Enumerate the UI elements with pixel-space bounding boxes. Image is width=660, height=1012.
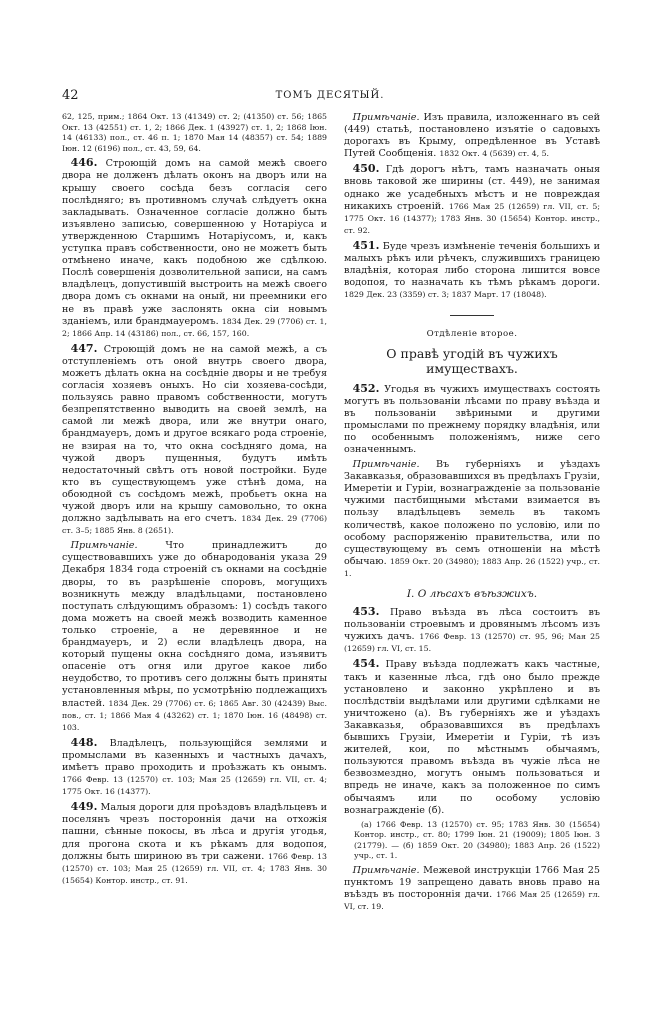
article-text: Малыя дороги для проѣздовъ владѣльцевъ и поселянъ чрезъ постороннія дачи на отхожія пашни, сѣнные покосы, въ лѣса и другія угодья, для прогона скота и къ рѣкамъ для водопоя, должны быть шириною въ три сажени.: [62, 802, 327, 862]
note-452: [344, 459, 600, 580]
right-column: [344, 112, 600, 916]
article-text: Владѣлецъ, пользующійся землями и промыслами въ казенныхъ и частныхъ дачахъ, имѣетъ право проходить и проѣзжать къ онымъ.: [62, 737, 327, 773]
note-text: Въ губерніяхъ и уѣздахъ Закавказья, образовавшихся въ предѣлахъ Грузіи, Имеретіи и Гуріи, вознагражденіе за пользованіе чужими пастбищными мѣстами взимается въ пользу владѣльцевъ земель въ такомъ количествѣ, какое положено по условію, или по особому распоряженію правительства, или по существующему въ семъ отношеніи на мѣстѣ обычаю.: [344, 459, 601, 567]
article-number: 452.: [352, 381, 380, 395]
note-447: [62, 540, 327, 734]
article-number: 454.: [352, 657, 380, 671]
note-454: [344, 865, 600, 913]
note-text: Изъ правила, изложеннаго въ сей (449) статьѣ, постановлено изъятіе о садовыхъ дорогахъ въ Крыму, опредѣленное въ Уставѣ Путей Сообщенія.: [344, 112, 600, 160]
article-references: 1834 Дек. 29 (7706) ст. 1, 2; 1866 Апр. 14 (43186) пол., ст. 66, 157, 160.: [62, 316, 327, 338]
article-number: 451.: [352, 238, 380, 252]
note-references: 1832 Окт. 4 (5639) ст. 4, 5.: [439, 149, 550, 159]
page-number: 42: [62, 88, 79, 103]
article-number: 450.: [352, 162, 380, 176]
note-label: Примѣчаніе.: [352, 459, 420, 471]
article-number: 453.: [352, 605, 380, 619]
article-447: [62, 343, 327, 538]
article-text: Угодья въ чужихъ имуществахъ состоять могутъ въ пользованіи лѣсами по праву въѣзда и въ пользованіи звѣриными и другими промыслами по прежнему порядку владѣнія, или по особеннымъ положеніямъ, ниже сего означеннымъ.: [344, 383, 600, 455]
article-text: Праву въѣзда подлежатъ какъ частные, такъ и казенные лѣса, гдѣ оно было прежде установлено и законно укрѣплено и въ послѣдствіи выдѣлами или другими сдѣлками не уничтожено (а). Въ губерніяхъ же и уѣздахъ Закавказья, образовавшихся въ предѣлахъ бывшихъ Грузіи, Имеретіи и Гуріи, тѣ изъ жителей, кои, по мѣстнымъ обычаямъ, пользуются правомъ въѣзда въ чужіе лѣса не безвозмездно, могутъ онымъ пользоваться и впредь не иначе, какъ за положенное по симъ обычаямъ или по особому условію вознагражденіе (б).: [344, 659, 600, 816]
article-text: Строющій домъ не на самой межѣ, а съ отступленіемъ отъ оной внутрь своего двора, можетъ дѣлать окна на сосѣдніе дворы и не требуя согласія хозяевъ оныхъ. Но сіи хозяева-сосѣди, пользуясь равно правомъ собственности, могутъ безпрепятственно выводить на своей землѣ, на самой ли межѣ двора, или же внутри онаго, брандмауеръ, домъ и другое всякаго рода строеніе, не взирая на то, что окна сосѣдняго дома, на чужой дворъ пущенныя, будутъ имѣть недостаточный свѣтъ отъ новой постройки. Буде кто въ существующемъ уже стѣнѣ дома, на обоюдной съ сосѣдомъ межѣ, пробьетъ окна на чужой дворъ или на крышу самовольно, то окна должно задѣлывать на его счетъ.: [62, 343, 327, 525]
article-number: 449.: [70, 800, 98, 814]
note-text: Межевой инструкціи 1766 Мая 25 пунктомъ 19 запрещено давать вновь право на въѣздъ въ постороннія дачи.: [344, 865, 600, 901]
running-title: ТОМЪ ДЕСЯТЫЙ.: [275, 90, 385, 101]
note-text: Что принадлежитъ до существовавшихъ уже до обнародованія указа 29 Декабря 1834 года строеній съ окнами на сосѣдніе дворы, то въ разрѣшеніе споровъ, могущихъ возникнуть между владѣльцами, постановлено поступать слѣдующимъ образомъ: 1) сосѣдъ такого дома можетъ на своей межѣ возводить каменное только строеніе, а не деревянное и не брандмауеръ, и 2) если владѣлецъ двора, на который пущены окна сосѣдняго дома, изъявитъ опасеніе отъ огня или другое какое либо неудобство, то противъ сего должны быть приняты установленныя мѣры, по усмотрѣнію подлежащихъ властей.: [62, 540, 327, 709]
subsection-title: I. О лѣсахъ въѣзжихъ.: [406, 588, 538, 600]
note-references: 1834 Дек. 29 (7706) ст. 6; 1865 Авг. 30 (42439) Выс. пов., ст. 1; 1866 Мая 4 (43262) ст. 1; 1870 Іюн. 16 (48498) ст. 103.: [62, 698, 327, 732]
footnote-references: (а) 1766 Февр. 13 (12570) ст. 95; 1783 Янв. 30 (15654) Контор. инстр., ст. 80; 1799 Іюн. 21 (19009); 1805 Іюн. 3 (21779). — (б) 1859 Окт. 20 (34980); 1883 Апр. 26 (1522) учр., ст. 1.: [354, 819, 600, 861]
note-label: Примѣчаніе.: [70, 540, 138, 552]
article-references: 1829 Дек. 23 (3359) ст. 3; 1837 Март. 17 (18048).: [344, 290, 547, 300]
article-references: 1766 Февр. 13 (12570) ст. 103; Мая 25 (12659) гл. VII, ст. 4; 1775 Окт. 16 (14377).: [62, 775, 327, 797]
article-number: 446.: [70, 156, 98, 170]
article-453: [344, 606, 600, 655]
article-452: [344, 383, 600, 457]
article-448: [62, 737, 327, 798]
note-label: Примѣчаніе.: [352, 112, 420, 123]
section-divider: [450, 315, 494, 316]
left-column: [62, 112, 327, 890]
article-446: [62, 157, 327, 339]
note-references: 1766 Мая 25 (12659) гл. VI, ст. 19.: [344, 890, 600, 912]
article-451: [344, 240, 600, 301]
note-references: 1859 Окт. 20 (34980); 1883 Апр. 26 (1522) учр., ст. 1.: [344, 556, 600, 578]
article-number: 447.: [70, 341, 98, 355]
article-text: Буде чрезъ измѣненіе теченія большихъ и малыхъ рѣкъ или рѣчекъ, служившихъ границею владѣнія, которая либо сторона лишится вовсе водопоя, то назначать къ тѣмъ рѣкамъ дороги.: [344, 240, 600, 289]
article-references: 1766 Февр. 13 (12570) ст. 103; Мая 25 (12659) гл. VII, ст. 4; 1783 Янв. 30 (15654) Контор. инстр., ст. 91.: [62, 851, 327, 885]
section-title: О правѣ угодій въ чужихъ имуществахъ.: [386, 345, 558, 376]
top-references: 62, 125, прим.; 1864 Окт. 13 (41349) ст. 2; (41350) ст. 56; 1865 Окт. 13 (42551) ст. 1, 2; 1866 Дек. 1 (43927) ст. 1, 2; 1868 Іюн. 14 (46133) пол., ст. 46 п. 1; 1870 Мая 14 (48357) ст. 54; 1889 Іюн. 12 (6196) пол., ст. 43, 59, 64.: [62, 112, 327, 153]
article-references: 1766 Февр. 13 (12570) ст. 95, 96; Мая 25 (12659) гл. VI, ст. 15.: [344, 632, 600, 654]
note-label: Примѣчаніе.: [352, 865, 420, 877]
article-references: 1766 Мая 25 (12659) гл. VII, ст. 5; 1775 Окт. 16 (14377); 1783 Янв. 30 (15654) Контор. инстр., ст. 92.: [344, 201, 600, 235]
section-label: Отдѣленіе второе.: [426, 329, 518, 340]
article-number: 448.: [70, 735, 98, 749]
article-text: Строющій домъ на самой межѣ своего двора не долженъ дѣлать оконъ на дворъ или на крышу своего сосѣда безъ согласія сего послѣдняго; въ противномъ случаѣ слѣдуетъ окна закладывать. Означенное согласіе должно быть изъявлено записью, совершенною у Нотаріуса и утвержденною Старшимъ Нотаріусомъ, и, какъ уступка правъ собственности, оно не можетъ быть отмѣнено иначе, какъ подобною же сдѣлкою. Послѣ совершенія дозволительной записи, на самъ владѣлецъ, допустившій выстроить на межѣ своего двора домъ съ окнами на оный, ни преемники его не въ правѣ уже заслонять окна сіи новымъ зданіемъ, или брандмауеромъ.: [62, 158, 327, 327]
article-text: Гдѣ дорогъ нѣтъ, тамъ назначать оныя вновь таковой же ширины (ст. 449), не занимая однако же усадебныхъ мѣстъ и не повреждая никакихъ строеній.: [344, 164, 600, 212]
article-450: [344, 163, 600, 237]
article-454: [344, 658, 600, 816]
article-text: Право въѣзда въ лѣса состоитъ въ пользованіи строевымъ и дровянымъ лѣсомъ изъ чужихъ дачъ.: [344, 607, 600, 643]
article-449: [62, 801, 327, 887]
note-449: [344, 112, 600, 160]
article-references: 1834 Дек. 29 (7706) ст. 3–5; 1885 Янв. 8 (2651).: [62, 514, 327, 536]
